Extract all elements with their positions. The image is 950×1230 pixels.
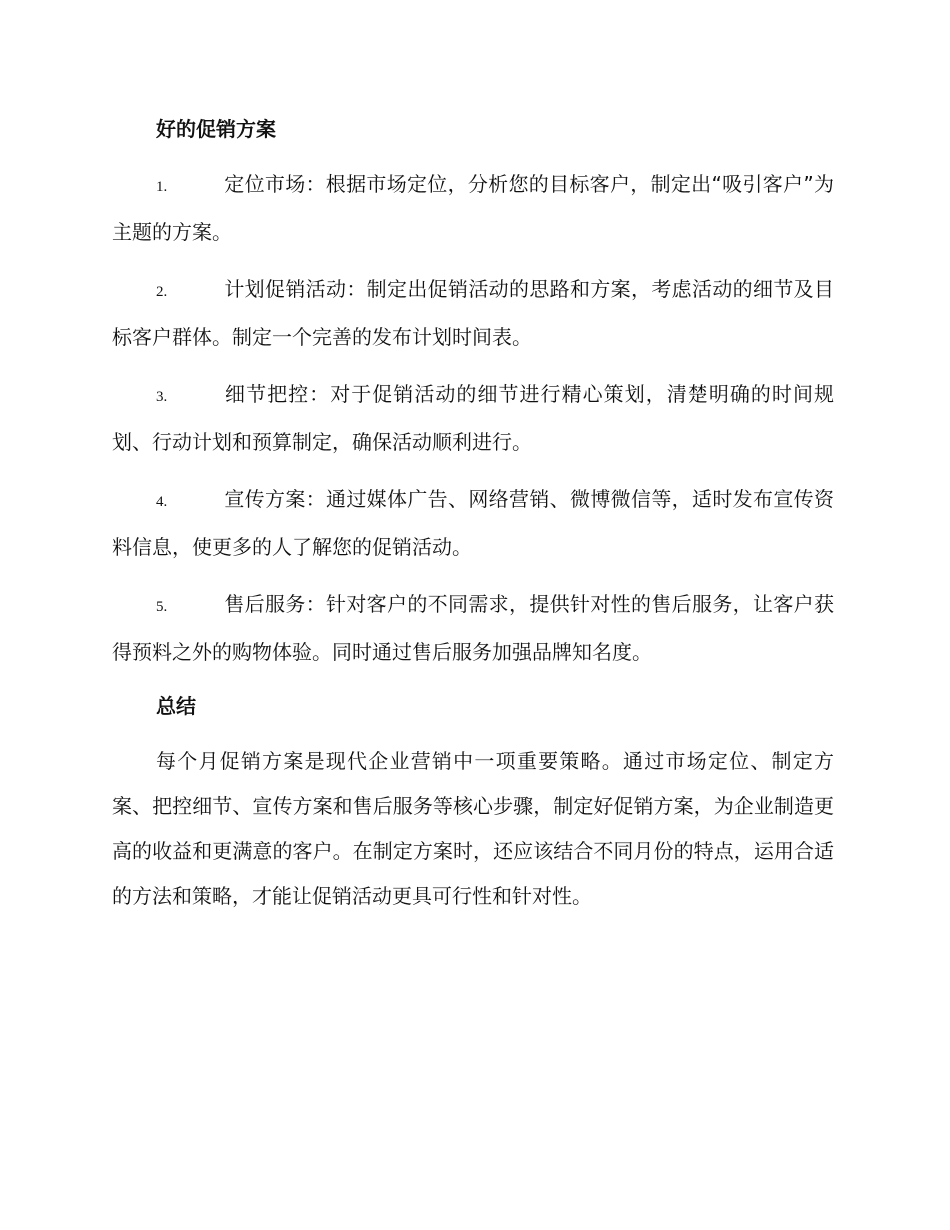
list-item-number: 1.: [156, 179, 168, 195]
list-item-text: 细节把控：对于促销活动的细节进行精心策划，清楚明确的时间规划、行动计划和预算制定，确保活动顺利进行。: [112, 382, 834, 454]
list-item-text: 宣传方案：通过媒体广告、网络营销、微博微信等，适时发布宣传资料信息，使更多的人了解您的促销活动。: [112, 487, 834, 559]
list-item-number: 4.: [156, 494, 168, 510]
section-heading-promotion-plan: 好的促销方案: [156, 117, 276, 141]
list-item-text: 售后服务：针对客户的不同需求，提供针对性的售后服务，让客户获得预料之外的购物体验。同时通过售后服务加强品牌知名度。: [112, 592, 834, 664]
list-item: [112, 372, 834, 465]
document-page: [112, 110, 834, 919]
section-heading-summary: 总结: [156, 694, 196, 718]
list-item-number: 5.: [156, 599, 168, 615]
list-item-number: 2.: [156, 284, 168, 300]
list-item: [112, 267, 834, 360]
list-item: [112, 162, 834, 255]
list-item-number: 3.: [156, 389, 168, 405]
list-item-text: 计划促销活动：制定出促销活动的思路和方案，考虑活动的细节及目标客户群体。制定一个完善的发布计划时间表。: [112, 277, 834, 349]
list-item-text: 定位市场：根据市场定位，分析您的目标客户，制定出“吸引客户”为主题的方案。: [112, 172, 834, 244]
summary-paragraph: 每个月促销方案是现代企业营销中一项重要策略。通过市场定位、制定方案、把控细节、宣传方案和售后服务等核心步骤，制定好促销方案，为企业制造更高的收益和更满意的客户。在制定方案时，还应该结合不同月份的特点，运用合适的方法和策略，才能让促销活动更具可行性和针对性。: [112, 749, 834, 908]
list-item: [112, 477, 834, 570]
list-item: [112, 582, 834, 675]
